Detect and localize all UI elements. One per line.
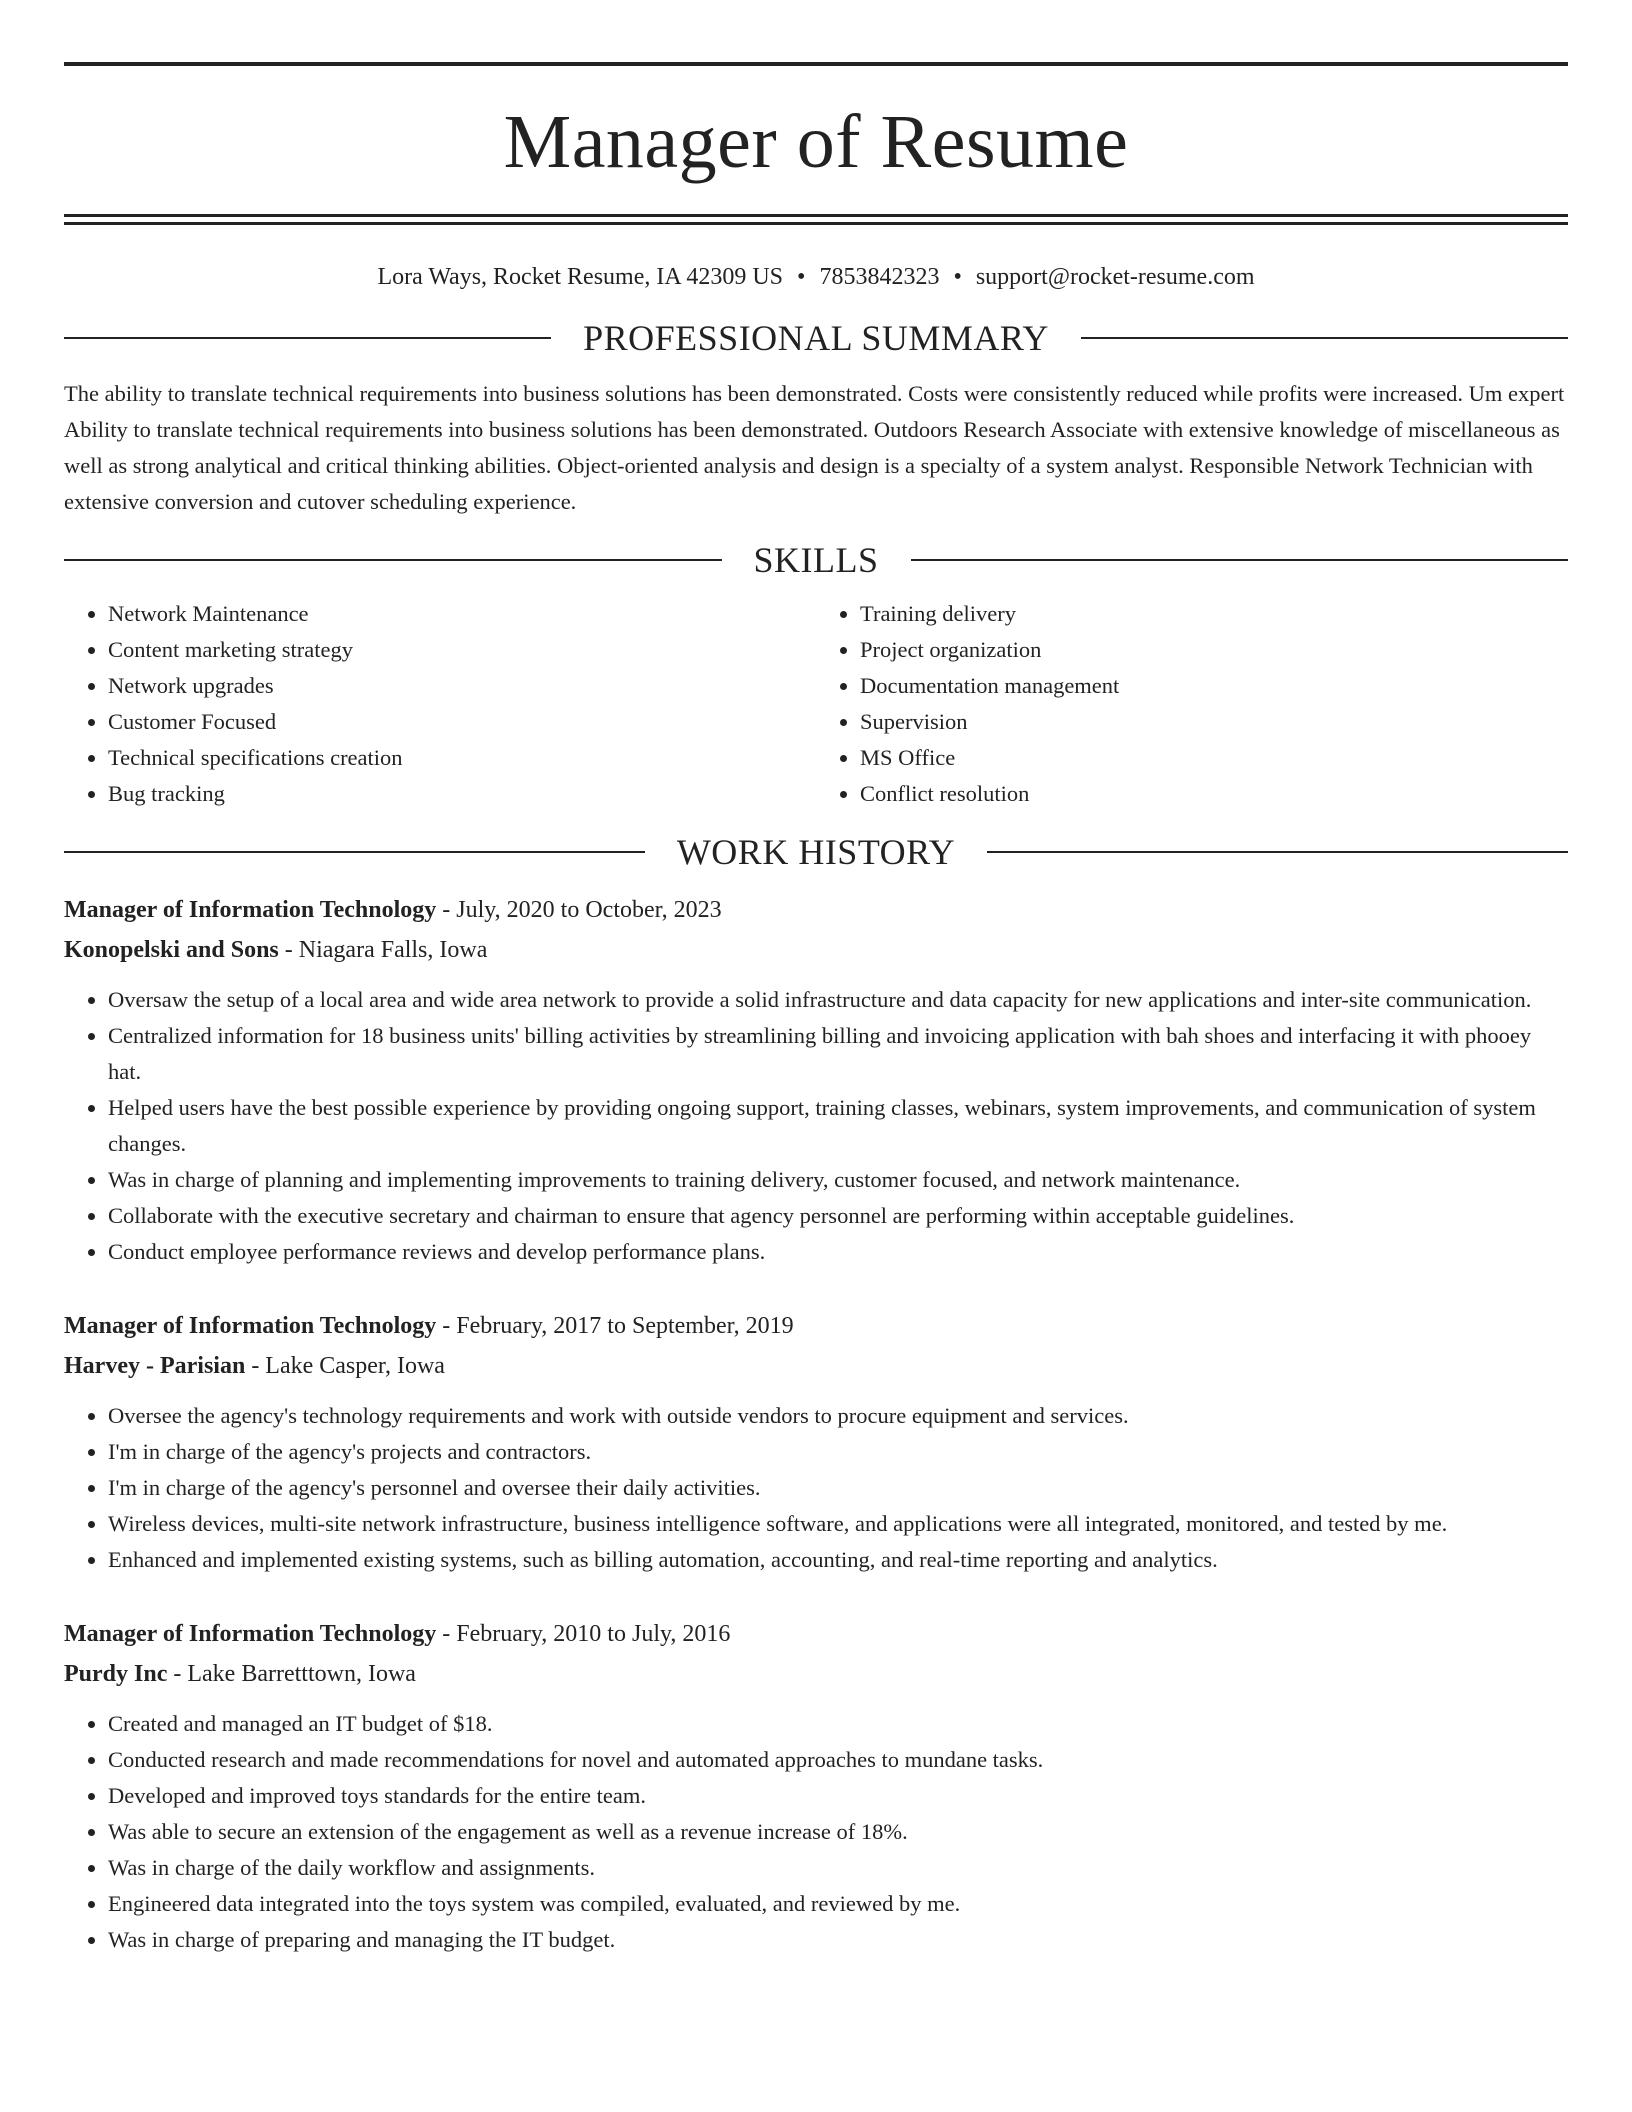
section-title: PROFESSIONAL SUMMARY: [583, 317, 1049, 358]
job-company: Purdy Inc: [64, 1660, 168, 1687]
skill-item: • MS Office: [860, 740, 1568, 776]
job-role: Manager of Information Technology: [64, 1312, 437, 1339]
job-role: Manager of Information Technology: [64, 1620, 437, 1647]
skill-item: • Network upgrades: [108, 668, 816, 704]
job-bullet: • Enhanced and implemented existing systems, such as billing automation, accounting, and real-time reporting and analytics.: [108, 1542, 1568, 1578]
heading-rule-right: [987, 851, 1568, 853]
job-bullets: [64, 1398, 1568, 1578]
section-title: SKILLS: [753, 539, 879, 580]
job-company: Konopelski and Sons: [64, 936, 279, 963]
skill-item: • Project organization: [860, 632, 1568, 668]
job-bullets: [64, 1706, 1568, 1958]
job-bullet: • I'm in charge of the agency's personnel and oversee their daily activities.: [108, 1470, 1568, 1506]
section-heading-skills: [64, 539, 1568, 580]
job-bullet: • Developed and improved toys standards for the entire team.: [108, 1778, 1568, 1814]
heading-rule-left: [64, 337, 551, 339]
job-bullets: [64, 982, 1568, 1270]
skill-item: • Customer Focused: [108, 704, 816, 740]
job-bullet: • Collaborate with the executive secretary and chairman to ensure that agency personnel are performing within acceptable guidelines.: [108, 1198, 1568, 1234]
job-location: - Lake Casper, Iowa: [245, 1352, 445, 1379]
job-bullet: • Was in charge of planning and implementing improvements to training delivery, customer focused, and network maintenance.: [108, 1162, 1568, 1198]
skill-item: • Network Maintenance: [108, 596, 816, 632]
job-bullet: • Conduct employee performance reviews and develop performance plans.: [108, 1234, 1568, 1270]
skills-column-right: [816, 596, 1568, 812]
contact-separator: •: [797, 264, 806, 290]
skill-item: • Conflict resolution: [860, 776, 1568, 812]
job-title-line: [64, 1306, 1568, 1346]
skills-grid: [64, 596, 1568, 812]
job-company: Harvey - Parisian: [64, 1352, 246, 1379]
job-title-line: [64, 1614, 1568, 1654]
skill-item: • Documentation management: [860, 668, 1568, 704]
skill-item: • Training delivery: [860, 596, 1568, 632]
resume-name: Manager of Resume: [503, 100, 1129, 184]
job-title-line: [64, 890, 1568, 930]
job-location: - Lake Barretttown, Iowa: [167, 1660, 416, 1687]
skill-item: • Supervision: [860, 704, 1568, 740]
contact-line: [64, 263, 1568, 292]
job-bullet: • Helped users have the best possible experience by providing ongoing support, training classes, webinars, system improvements, and communication of system changes.: [108, 1090, 1568, 1162]
job-location: - Niagara Falls, Iowa: [278, 936, 488, 963]
job-company-line: [64, 1346, 1568, 1386]
job-entry: [64, 1306, 1568, 1578]
job-role: Manager of Information Technology: [64, 896, 437, 923]
job-dates: - February, 2017 to September, 2019: [436, 1312, 794, 1339]
top-rule: [64, 62, 1568, 66]
contact-phone: 7853842323: [819, 264, 940, 290]
job-entry: [64, 890, 1568, 1270]
contact-address: Lora Ways, Rocket Resume, IA 42309 US: [377, 264, 784, 290]
job-entry: [64, 1614, 1568, 1958]
section-heading-work-history: [64, 831, 1568, 872]
job-bullet: • Wireless devices, multi-site network infrastructure, business intelligence software, and applications were all integrated, monitored, and tested by me.: [108, 1506, 1568, 1542]
skill-item: • Technical specifications creation: [108, 740, 816, 776]
header-double-rule: [64, 214, 1568, 225]
job-dates: - July, 2020 to October, 2023: [436, 896, 722, 923]
job-dates: - February, 2010 to July, 2016: [436, 1620, 731, 1647]
job-bullet: • Centralized information for 18 business units' billing activities by streamlining billing and invoicing application with bah shoes and interfacing it with phooey hat.: [108, 1018, 1568, 1090]
job-bullet: • Oversee the agency's technology requirements and work with outside vendors to procure equipment and services.: [108, 1398, 1568, 1434]
skill-item: • Bug tracking: [108, 776, 816, 812]
job-bullet: • Was in charge of the daily workflow and assignments.: [108, 1850, 1568, 1886]
summary-text: The ability to translate technical requirements into business solutions has been demonstrated. Costs were consistently reduced while profits were increased. Um expert Ability to translate technical requirements into business solutions has been demonstrated. Outdoors Research Associate with extensive knowledge of miscellaneous as well as strong analytical and critical thinking abilities. Object-oriented analysis and design is a specialty of a system analyst. Responsible Network Technician with extensive conversion and cutover scheduling experience.: [64, 380, 1565, 514]
job-company-line: [64, 1654, 1568, 1694]
job-bullet: • Conducted research and made recommendations for novel and automated approaches to mundane tasks.: [108, 1742, 1568, 1778]
skills-column-left: [64, 596, 816, 812]
job-bullet: • Created and managed an IT budget of $18.: [108, 1706, 1568, 1742]
heading-rule-left: [64, 559, 722, 561]
work-history-list: [64, 890, 1568, 1958]
job-bullet: • I'm in charge of the agency's projects and contractors.: [108, 1434, 1568, 1470]
section-heading-summary: [64, 317, 1568, 358]
contact-email: support@rocket-resume.com: [975, 264, 1255, 290]
section-title: WORK HISTORY: [676, 831, 956, 872]
heading-rule-right: [911, 559, 1569, 561]
job-bullet: • Was able to secure an extension of the engagement as well as a revenue increase of 18%.: [108, 1814, 1568, 1850]
heading-rule-right: [1081, 337, 1568, 339]
job-bullet: • Was in charge of preparing and managing the IT budget.: [108, 1922, 1568, 1958]
job-bullet: • Oversaw the setup of a local area and wide area network to provide a solid infrastructure and data capacity for new applications and inter-site communication.: [108, 982, 1568, 1018]
contact-separator: •: [953, 264, 962, 290]
heading-rule-left: [64, 851, 645, 853]
job-company-line: [64, 930, 1568, 970]
skill-item: • Content marketing strategy: [108, 632, 816, 668]
job-bullet: • Engineered data integrated into the toys system was compiled, evaluated, and reviewed by me.: [108, 1886, 1568, 1922]
